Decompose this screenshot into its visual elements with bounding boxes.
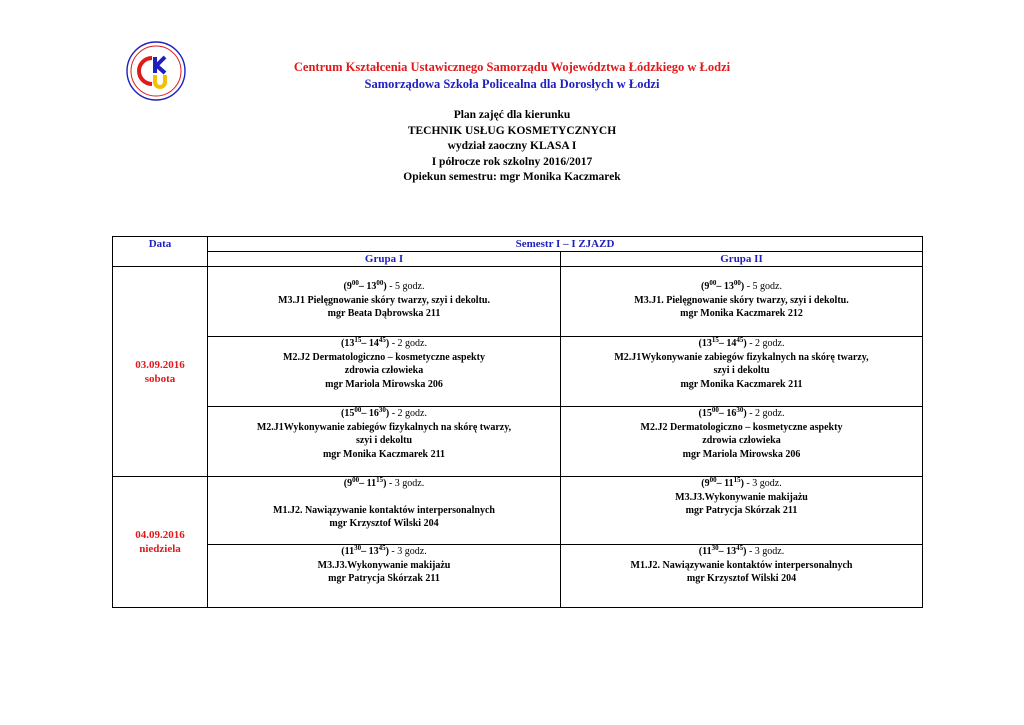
lesson-cell [208,477,561,545]
lesson-subject: M3.J1. Pielęgnowanie skóry twarzy, szyi i dekoltu. [634,294,849,306]
school-name: Samorządowa Szkoła Policealna dla Dorosłych w Łodzi [364,77,660,91]
lesson-subject: M3.J1 Pielęgnowanie skóry twarzy, szyi i dekoltu. [278,294,490,306]
date-cell-day2 [113,477,208,608]
lesson-teacher: mgr Monika Kaczmarek 211 [322,448,446,460]
lesson-time: ($15^{00}-$ $16^{30}) - 2$ godz. [341,406,427,419]
plan-line-2: TECHNIK USŁUG KOSMETYCZNYCH [407,124,617,137]
lesson-time: ($13^{15}-$ $14^{45}) - 2$ godz. [341,336,427,349]
lesson-subject-cont: zdrowia człowieka [702,435,781,446]
header-semestr: Semestr I – I ZJAZD [208,237,923,252]
lesson-cell [561,477,923,545]
lesson-subject-cont: szyi i dekoltu [713,365,770,376]
lesson-cell [208,267,561,337]
lesson-subject: M1.J2. Nawiązywanie kontaktów interpersonalnych [273,504,495,516]
lesson-subject: M1.J2. Nawiązywanie kontaktów interpersonalnych [630,559,853,571]
header-grupa-1: Grupa I [208,252,561,267]
date-cell-day1 [113,267,208,477]
lesson-teacher: mgr Krzysztof Wilski 204 [686,573,797,584]
weekday-day1: sobota [144,372,176,385]
lesson-time: ($9^{00}-$ $11^{15}) - 3$ godz. [701,476,782,489]
lesson-time: ($11^{30}-$ $13^{45}) - 3$ godz. [698,544,785,557]
lesson-teacher: mgr Krzysztof Wilski 204 [329,518,439,529]
date-day2: 04.09.2016 [135,529,185,541]
lesson-time: ($15^{00}-$ $16^{30}) - 2$ godz. [698,406,785,419]
lesson-cell [208,407,561,477]
lesson-subject: M3.J3.Wykonywanie makijażu [317,559,451,571]
lesson-subject: M2.J1Wykonywanie zabiegów fizykalnych na skórę twarzy, [614,351,869,363]
lesson-cell [561,267,923,337]
lesson-teacher: mgr Beata Dąbrowska 211 [327,308,441,319]
lesson-teacher: mgr Monika Kaczmarek 211 [680,378,803,390]
lesson-subject: M3.J3.Wykonywanie makijażu [675,491,808,503]
lesson-cell [561,407,923,477]
lesson-time: ($9^{00}-$ $13^{00}) - 5$ godz. [701,279,782,292]
lesson-teacher: mgr Mariola Mirowska 206 [325,378,443,390]
plan-line-5: Opiekun semestru: mgr Monika Kaczmarek [403,171,621,183]
date-day1: 03.09.2016 [135,358,185,371]
lesson-teacher: mgr Mariola Mirowska 206 [682,448,801,460]
header-data: Data [113,237,208,267]
plan-line-4: I półrocze rok szkolny 2016/2017 [431,155,593,168]
lesson-cell [208,545,561,608]
plan-line-1: Plan zajęć dla kierunku [453,109,571,121]
lesson-subject: M2.J1Wykonywanie zabiegów fizykalnych na skórę twarzy, [256,421,512,433]
lesson-teacher: mgr Monika Kaczmarek 212 [680,308,803,319]
lesson-teacher: mgr Patrycja Skórzak 211 [328,573,440,584]
lesson-time: ($13^{15}-$ $14^{45}) - 2$ godz. [698,336,785,349]
lesson-cell [208,337,561,407]
lesson-time: ($9^{00}-$ $11^{15}) - 3$ godz. [343,476,425,489]
institution-name: Centrum Kształcenia Ustawicznego Samorządu Województwa Łódzkiego w Łodzi [293,60,731,74]
lesson-time: ($9^{00}-$ $13^{00}) - 5$ godz. [343,279,425,292]
lesson-cell [561,337,923,407]
weekday-day2: niedziela [139,543,181,555]
lesson-time: ($11^{30}-$ $13^{45}) - 3$ godz. [341,544,427,557]
header-grupa-2: Grupa II [561,252,923,267]
plan-title-block [0,108,1024,186]
plan-line-3: wydział zaoczny KLASA I [447,140,577,152]
lesson-subject: M2.J2 Dermatologiczno – kosmetyczne aspekty [640,421,843,433]
lesson-subject-cont: szyi i dekoltu [355,435,413,446]
lesson-subject-cont: zdrowia człowieka [344,365,424,376]
lesson-cell [561,545,923,608]
lesson-subject: M2.J2 Dermatologiczno – kosmetyczne aspekty [283,351,485,363]
lesson-teacher: mgr Patrycja Skórzak 211 [685,505,798,516]
schedule-table [112,236,923,608]
